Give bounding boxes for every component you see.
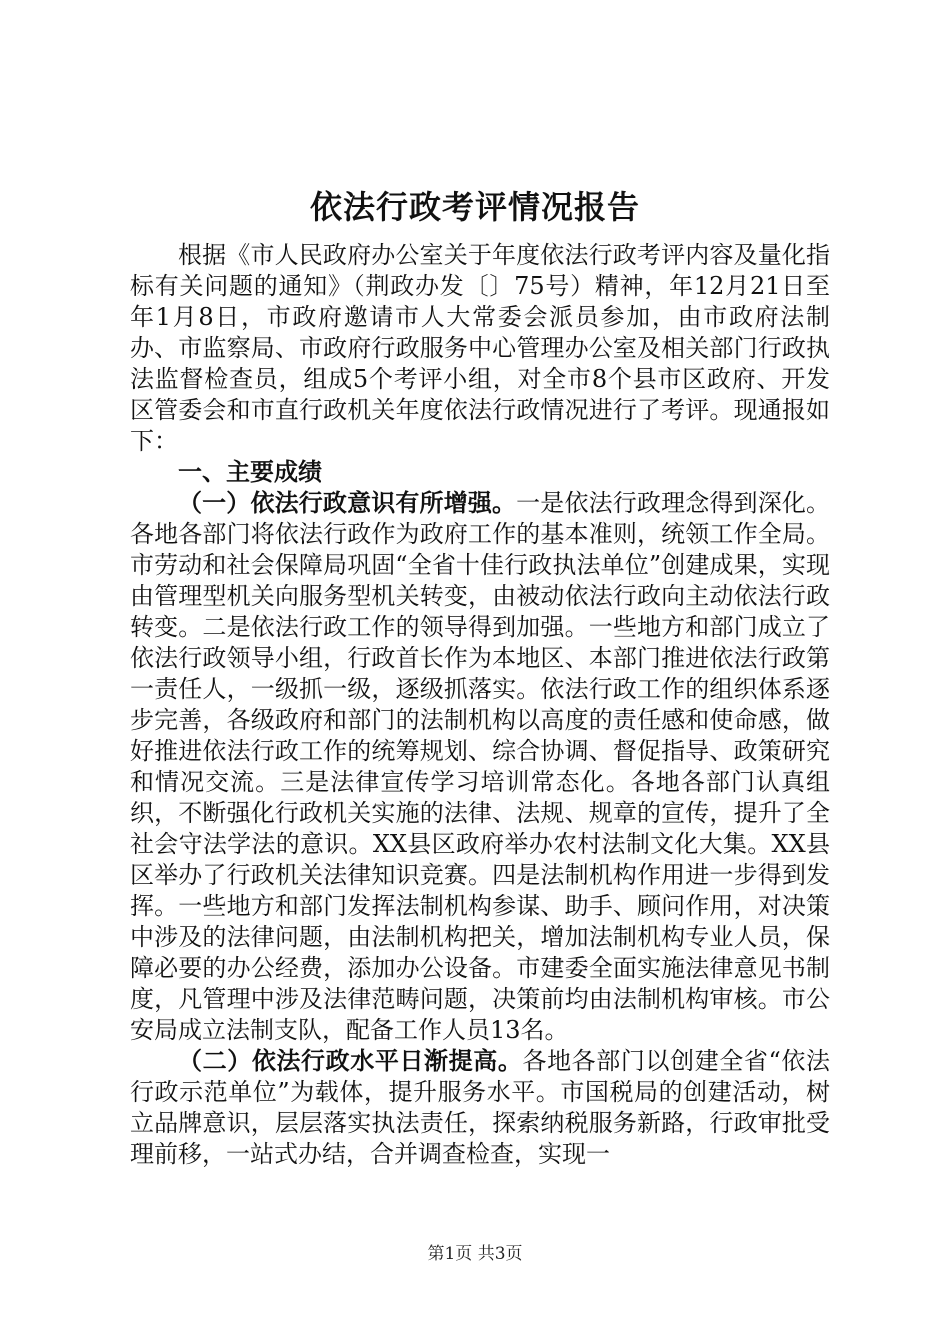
achievement-1-lead: （一）依法行政意识有所增强。 bbox=[178, 489, 517, 517]
section-heading-main-achievements: 一、主要成绩 bbox=[178, 458, 322, 486]
page-footer: 第1页 共3页 bbox=[427, 1244, 523, 1264]
intro-paragraph: 根据《市人民政府办公室关于年度依法行政考评内容及量化指标有关问题的通知》（荆政办发〔〕75号）精神，年12月21日至年1月8日，市政府邀请市人大常委会派员参加，由市政府法制办、市监察局、市政府行政服务中心管理办公室及相关部门行政执法监督检查员，组成5个考评小组，对全市8个县市区政府、开发区管委会和市直行政机关年度依法行政情况进行了考评。现通报如下： bbox=[130, 241, 830, 455]
achievement-2-lead: （二）依法行政水平日渐提高。 bbox=[178, 1047, 523, 1075]
achievement-paragraph-1 bbox=[130, 488, 830, 1046]
document-title: 依法行政考评情况报告 bbox=[309, 188, 640, 226]
achievement-1-text: 一是依法行政理念得到深化。各地各部门将依法行政作为政府工作的基本准则，统领工作全局。市劳动和社会保障局巩固“全省十佳行政执法单位”创建成果，实现由管理型机关向服务型机关转变，由被动依法行政向主动依法行政转变。二是依法行政工作的领导得到加强。一些地方和部门成立了依法行政领导小组，行政首长作为本地区、本部门推进依法行政第一责任人，一级抓一级，逐级抓落实。依法行政工作的组织体系逐步完善，各级政府和部门的法制机构以高度的责任感和使命感，做好推进依法行政工作的统筹规划、综合协调、督促指导、政策研究和情况交流。三是法律宣传学习培训常态化。各地各部门认真组织，不断强化行政机关实施的法律、法规、规章的宣传，提升了全社会守法学法的意识。XX县区政府举办农村法制文化大集。XX县区举办了行政机关法律知识竞赛。四是法制机构作用进一步得到发挥。一些地方和部门发挥法制机构参谋、助手、顾问作用，对决策中涉及的法律问题，由法制机构把关，增加法制机构专业人员，保障必要的办公经费，添加办公设备。市建委全面实施法律意见书制度，凡管理中涉及法律范畴问题，决策前均由法制机构审核。市公安局成立法制支队，配备工作人员13名。 bbox=[130, 489, 831, 1044]
achievement-paragraph-2 bbox=[130, 1046, 830, 1170]
document-body bbox=[130, 240, 830, 1170]
achievement-2-text: 各地各部门以创建全省“依法行政示范单位”为载体，提升服务水平。市国税局的创建活动，树立品牌意识，层层落实执法责任，探索纳税服务新路，行政审批受理前移，一站式办结，合并调查检查，实现一 bbox=[130, 1047, 830, 1168]
